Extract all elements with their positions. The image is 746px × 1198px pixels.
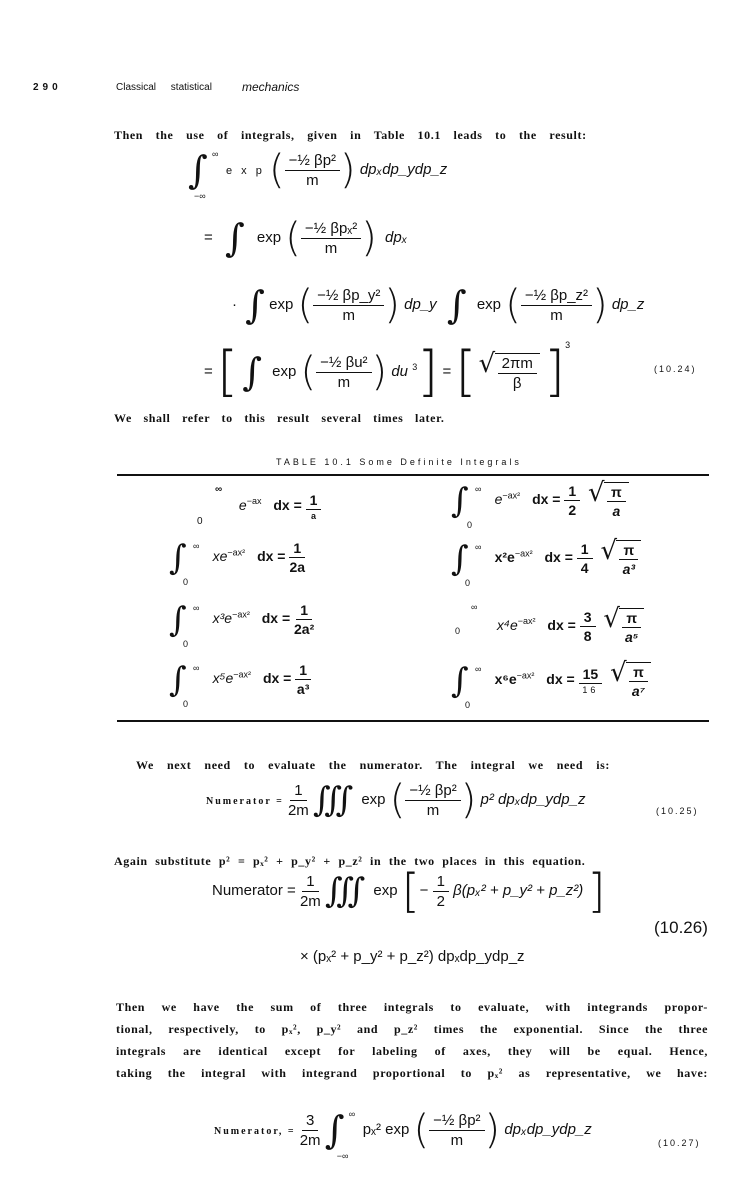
- table-row: ∫ ∞ 0 $e^{-ax^2}$ dx = $\frac{1}{2}$ √ $\frac{\pi}{a}$: [451, 482, 629, 519]
- paragraph-note: We shall refer to this result several times later.: [114, 411, 445, 425]
- integrals-table: [117, 478, 709, 718]
- equation-number-10-27: (10.27): [658, 1138, 701, 1148]
- paragraph-line: taking the integral with integrand proportional to pₓ² as representative, we have:: [116, 1066, 708, 1080]
- equation-10-26-line1: Numerator = $\frac{1}{2m}$ ∭ exp [− $\frac{1}{2}$ β(pₓ² + p_y² + p_z²) ]: [212, 864, 606, 918]
- table-row: ∫ ∞ 0 $x^5e^{-ax^2}$ dx = $\frac{1}{\text{a³}}$: [169, 659, 310, 709]
- table-row: ∫ ∞ 0 $x^6e^{-ax^2}$ dx = $\frac{15}{16}$ √ $\frac{\pi}{\text{a⁷}}$: [451, 662, 651, 699]
- equation-10-24-line1: ∫ ∞ −∞ e x p ( $\frac{\text{−½ βp²}}{m}$ ) dpₓdp_ydp_z: [188, 147, 448, 201]
- table-row: ∫ ∞ 0 $x^2e^{-ax^2}$ dx = $\frac{1}{4}$ √ $\frac{\pi}{\text{a³}}$: [451, 540, 641, 577]
- equation-number-10-24: (10.24): [654, 364, 697, 374]
- equation-10-24-line3: · ∫ exp ( $\frac{\text{−½ βp\_y²}}{m}$ ) dp_y ∫ exp ( $\frac{\text{−½ βp\_z²}}{m}$ ) dp_z: [232, 282, 645, 328]
- equation-number-10-26: (10.26): [654, 918, 708, 937]
- paragraph-three-integrals: [116, 1000, 708, 1088]
- paragraph-line: Then we have the sum of three integrals to evaluate, with integrands propor-: [116, 1000, 708, 1014]
- table-row: ∫ ∞ 0 $x^3e^{-ax^2}$ dx = $\frac{1}{\text{2a²}}$: [169, 599, 315, 649]
- table-row: ∞ 0 $e^{-ax}$ dx = $\frac{1}{a}$: [173, 482, 321, 530]
- table-bottom-rule: [117, 720, 709, 722]
- paragraph-intro: Then the use of integrals, given in Table 10.1 leads to the result:: [114, 128, 587, 142]
- table-row: ∫ ∞ 0 $xe^{-ax^2}$ dx = $\frac{1}{2a}$: [169, 537, 306, 587]
- equation-10-27: Numerator, = $\frac{3}{2m}$ ∫ ∞ −∞ pₓ² exp ( $\frac{\text{−½ βp²}}{m}$ ) dpₓdp_ydp_z: [214, 1107, 592, 1161]
- equation-10-25: Numerator = $\frac{1}{2m}$ ∭ exp ( $\frac{\text{−½ βp²}}{m}$ ) p² dpₓdp_ydp_z: [206, 777, 586, 823]
- table-top-rule: [117, 474, 709, 476]
- paragraph-numerator-intro: We next need to evaluate the numerator. The integral we need is:: [136, 758, 610, 772]
- table-row: ∞ 0 $x^4e^{-ax^2}$ dx = $\frac{3}{8}$ √ $\frac{\pi}{\text{a⁵}}$: [451, 602, 644, 650]
- paragraph-line: integrals are identical except for labeling of axes, they will be equal. Hence,: [116, 1044, 708, 1058]
- equation-10-24-line2: = ∫ exp ( $\frac{\text{−½ βpₓ²}}{m}$ ) dpₓ: [204, 215, 408, 261]
- running-title-italic: mechanics: [242, 80, 300, 94]
- page-number: 290: [33, 82, 62, 93]
- equation-number-10-25: (10.25): [656, 806, 699, 816]
- equation-10-24-line4: = [ ∫ exp ( $\frac{\text{−½ βu²}}{m}$ ) du $^3$] = [ √ $\frac{2\pi m}{\beta}$ ]$^3$: [204, 340, 570, 399]
- paragraph-substitute: Again substitute p² = pₓ² + p_y² + p_z² in the two places in this equation.: [114, 854, 586, 868]
- running-title: Classical statistical: [116, 82, 212, 93]
- equation-10-26-line2: × (pₓ² + p_y² + p_z²) dpₓdp_ydp_z: [300, 948, 525, 965]
- paragraph-line: tional, respectively, to pₓ², p_y² and p_z² times the exponential. Since the three: [116, 1022, 708, 1036]
- table-title: TABLE 10.1 Some Definite Integrals: [276, 457, 522, 467]
